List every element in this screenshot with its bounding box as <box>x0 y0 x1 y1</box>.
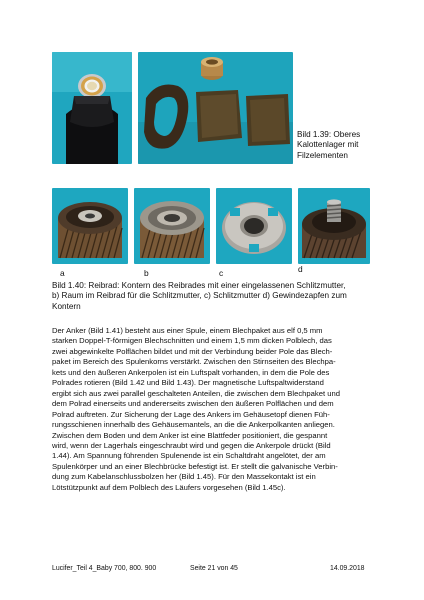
body-line: paket im Bereich des Spulenkorns verstärkt. Zwischen den Stirnseiten des Blechpa- <box>52 357 336 367</box>
body-line: zwei abgewinkelte Polflächen bildet und mit der Verbindung beider Pole das Blech- <box>52 346 333 356</box>
caption-line: Kalottenlager mit <box>297 140 359 150</box>
body-line: kets und den äußeren Ankerpolen ist ein Luftspalt vorhanden, in dem die Pole des <box>52 367 330 377</box>
body-line: dem Polrad einerseits und andererseits zwischen den äußeren Polflächen und dem <box>52 399 334 409</box>
footer-page-number: Seite 21 von 45 <box>190 565 238 572</box>
body-line: Polrades rotieren (Bild 1.42 und Bild 1.43). Der magnetische Luftspaltwiderstand <box>52 378 324 388</box>
body-line: wird, wenn der Lagerhals eingeschraubt wird und gegen die Ankerpole drückt (Bild <box>52 440 331 450</box>
body-line: Spulenkörper und an einer Blechbrücke befestigt ist. Er stellt die galvanische Verbin- <box>52 461 338 471</box>
body-line: dung zum Kabelanschlussbolzen her (Bild 1.45). Für den Massekontakt ist ein <box>52 472 316 482</box>
body-line: Der Anker (Bild 1.41) besteht aus einer Spule, einem Blechpaket aus elf 0,5 mm <box>52 326 323 335</box>
body-line: 1.44). Am Spannung führenden Spulenende ist ein Schaltdraht angelötet, der am <box>52 451 326 461</box>
photo-felt-elements <box>138 52 293 164</box>
body-line: starken Doppel-T-förmigen Blechschnitten und einem 1,5 mm dicken Polblech, das <box>52 336 332 346</box>
figure-1-39-caption <box>297 130 417 161</box>
caption-line: Bild 1.40: Reibrad: Kontern des Reibrades mit einer eingelassenen Schlitzmutter, <box>52 281 346 290</box>
photo-bearing-cone <box>52 52 132 164</box>
body-paragraph <box>52 326 382 493</box>
caption-line: Kontern <box>52 301 81 311</box>
sub-label-b: b <box>144 268 149 278</box>
caption-line: Bild 1.39: Oberes <box>297 130 361 139</box>
sub-label-c: c <box>219 268 224 278</box>
photo-threaded-pin-d <box>298 188 370 264</box>
photo-friction-wheel-a <box>52 188 128 264</box>
photo-slotted-nut-c <box>216 188 292 264</box>
body-line: Zwischen dem Boden und dem Anker ist eine Blattfeder positioniert, die gespannt <box>52 430 328 440</box>
figure-1-40-caption <box>52 281 382 312</box>
sub-label-d: d <box>298 264 303 274</box>
footer-document-title: Lucifer_Teil 4_Baby 700, 800. 900 <box>52 565 157 572</box>
caption-line: Filzelementen <box>297 150 348 160</box>
photo-friction-wheel-b <box>134 188 210 264</box>
sub-label-a: a <box>60 268 65 278</box>
body-line: Polrad auftreten. Zur Sicherung der Lage des Ankers im Gehäusetopf dienen Füh- <box>52 409 330 419</box>
body-line: rungsschienen innerhalb des Gehäusemantels, an die die Ankerpolkanten anliegen. <box>52 420 335 430</box>
caption-line: b) Raum im Reibrad für die Schlitzmutter, c) Schlitzmutter d) Gewindezapfen zum <box>52 291 347 301</box>
footer-date: 14.09.2018 <box>330 565 365 572</box>
body-line: Lötstützpunkt auf dem Polblech des Läufers vorgesehen (Bild 1.45c). <box>52 482 286 492</box>
body-line: ergibt sich aus zwei parallel geschalteten Anteilen, die zwischen dem Blechpaket und <box>52 388 340 398</box>
